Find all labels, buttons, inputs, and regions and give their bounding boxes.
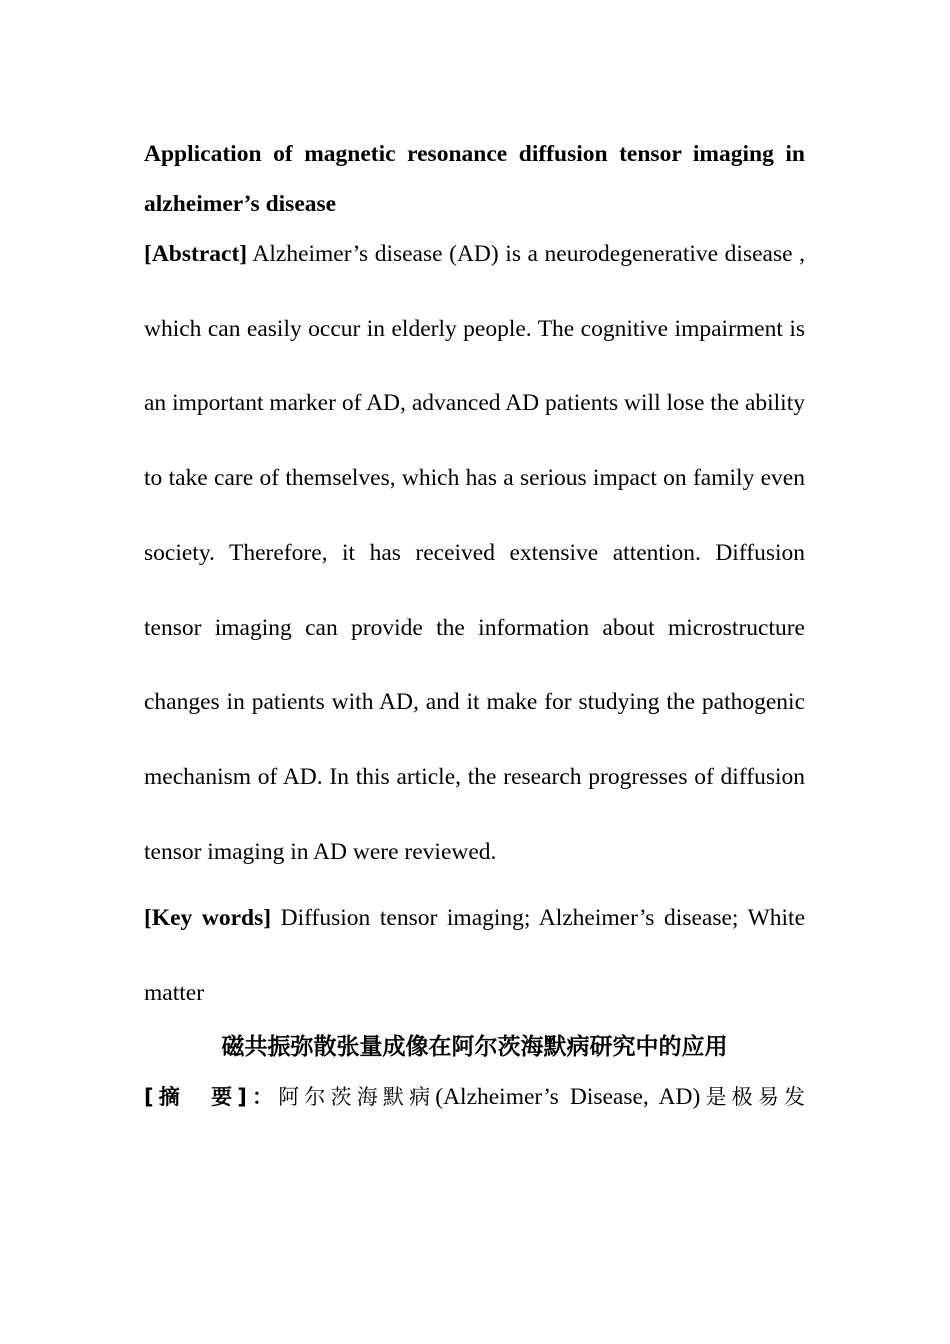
chinese-abstract-latin: (Alzheimer’s Disease, AD) [435, 1083, 701, 1110]
abstract-text: Alzheimer’s disease (AD) is a neurodegenerative disease , which can easily occur in elderly people. The cognitive impairment is an important marker of AD, advanced AD patients will lose the ability to take care of themselves, which has a serious impact on family even society. Therefore, it has received extensive attention. Diffusion tensor imaging can provide the information about microstructure changes in patients with AD, and it make for studying the pathogenic mechanism of AD. In this article, the research progresses of diffusion tensor imaging in AD were reviewed. [144, 241, 805, 865]
chinese-abstract-text-2: 是极易发 [700, 1084, 806, 1109]
english-keywords [144, 881, 805, 1030]
keywords-label: [Key words] [144, 905, 272, 932]
english-abstract [144, 217, 805, 889]
document-content [144, 129, 805, 1122]
abstract-label: [Abstract] [144, 241, 248, 267]
chinese-abstract [144, 1072, 805, 1122]
chinese-abstract-label: [摘 要]： [144, 1084, 279, 1109]
chinese-title: 磁共振弥散张量成像在阿尔茨海默病研究中的应用 [221, 1033, 728, 1060]
chinese-abstract-text-1: 阿尔茨海默病 [278, 1084, 436, 1109]
english-title: Application of magnetic resonance diffusion tensor imaging in alzheimer’s disease [144, 141, 805, 217]
keywords-text: Diffusion tensor imaging; Alzheimer’s disease; White matter [144, 905, 806, 1007]
